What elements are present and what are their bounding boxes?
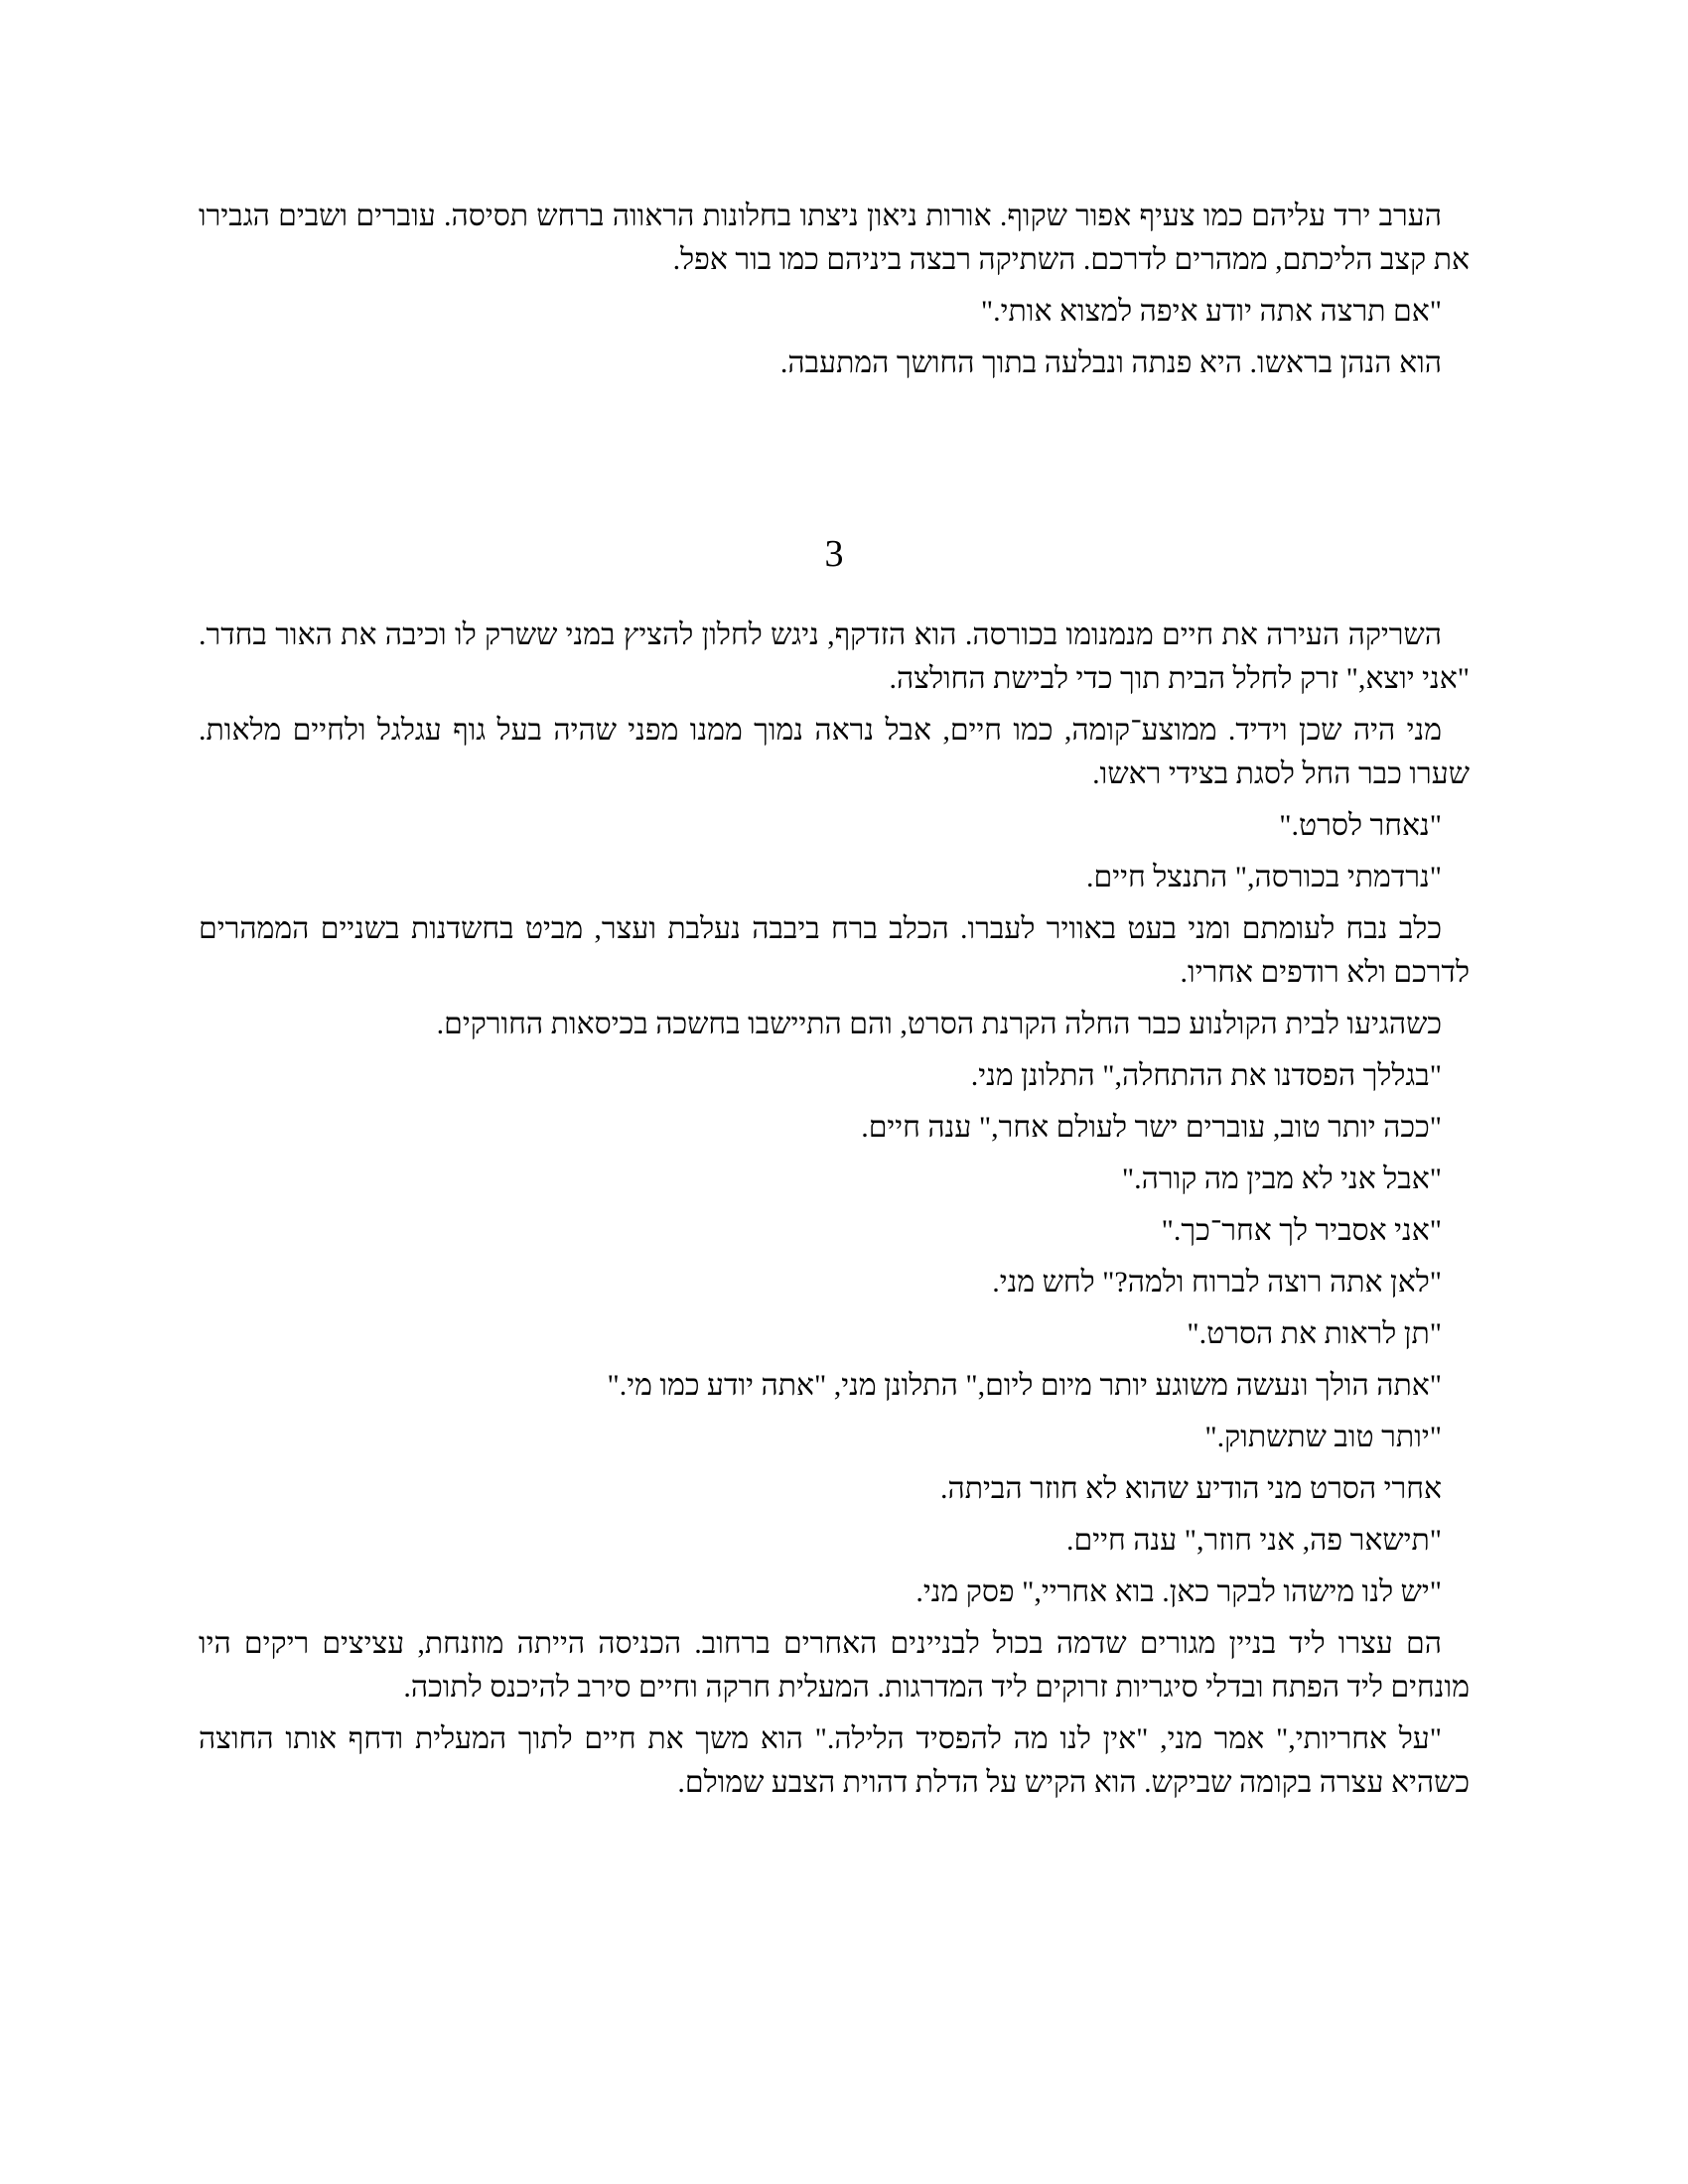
paragraph: "אני אסביר לך אחר־כך." xyxy=(1161,1214,1442,1247)
paragraph: "אם תרצה אתה יודע איפה למצוא אותי." xyxy=(980,295,1442,328)
paragraph: כשהגיעו לבית הקולנוע כבר החלה הקרנת הסרט, והם התיישבו בחשכה בכיסאות החורקים. xyxy=(436,1008,1442,1040)
paragraph: הם עצרו ליד בניין מגורים שדמה בכול לבניינים האחרים ברחוב. הכניסה הייתה מוזנחת, עציצים ריקים היו מונחים ליד הפתח ובדלי סיגריות זרוקים ליד המדרגות. המעלית חרקה וחיים סירב להיכנס לתוכה. xyxy=(199,1627,1470,1704)
paragraph: "אבל אני לא מבין מה קורה." xyxy=(1121,1162,1442,1195)
paragraph: הערב ירד עליהם כמו צעיף אפור שקוף. אורות ניאון ניצתו בחלונות הראווה ברחש תסיסה. עוברים ושבים הגבירו את קצב הליכתם, ממהרים לדרכם. השתיקה רבצה ביניהם כמו בור אפל. xyxy=(199,200,1470,276)
paragraph: "בגללך הפסדנו את ההתחלה," התלונן מני. xyxy=(970,1059,1442,1092)
paragraph: "נאחר לסרט." xyxy=(1279,809,1442,842)
document-page xyxy=(199,195,1470,1813)
chapter-number: 3 xyxy=(824,533,844,575)
paragraph: הוא הנהן בראשו. היא פנתה ונבלעה בתוך החושך המתעבה. xyxy=(779,346,1442,379)
paragraph: "אתה הולך ונעשה משוגע יותר מיום ליום," התלונן מני, "אתה יודע כמו מי." xyxy=(607,1369,1442,1402)
paragraph: "יש לנו מישהו לבקר כאן. בוא אחריי," פסק מני. xyxy=(915,1575,1442,1608)
paragraph: השריקה העירה את חיים מנמנומו בכורסה. הוא הזדקף, ניגש לחלון להציץ במני ששרק לו וכיבה את האור בחדר. "אני יוצא," זרק לחלל הבית תוך כדי לבישת החולצה. xyxy=(199,618,1470,695)
chapter-body xyxy=(199,614,1470,1805)
paragraph: מני היה שכן וידיד. ממוצע־קומה, כמו חיים, אבל נראה נמוך ממנו מפני שהיה בעל גוף עגלגל ולחיים מלאות. שערו כבר החל לסגת בצידי ראשו. xyxy=(199,714,1470,790)
paragraph: אחרי הסרט מני הודיע שהוא לא חוזר הביתה. xyxy=(939,1472,1442,1505)
paragraph: "על אחריותי," אמר מני, "אין לנו מה להפסיד הלילה." הוא משך את חיים לתוך המעלית ודחף אותו החוצה כשהיא עצרה בקומה שביקש. הוא הקיש על הדלת דהוית הצבע שמולם. xyxy=(199,1722,1470,1799)
paragraph: "ככה יותר טוב, עוברים ישר לעולם אחר," ענה חיים. xyxy=(861,1111,1442,1144)
paragraph: "לאן אתה רוצה לברוח ולמה?" לחש מני. xyxy=(992,1266,1442,1298)
section-before xyxy=(199,195,1470,385)
paragraph: "תישאר פה, אני חוזר," ענה חיים. xyxy=(1066,1524,1442,1557)
paragraph: "יותר טוב שתשתוק." xyxy=(1204,1421,1442,1453)
paragraph: "תן לראות את הסרט." xyxy=(1187,1317,1442,1350)
paragraph: כלב נבח לעומתם ומני בעט באוויר לעברו. הכלב ברח ביבבה נעלבת ועצר, מביט בחשדנות בשניים הממהרים לדרכם ולא רודפים אחריו. xyxy=(199,912,1470,989)
paragraph: "נרדמתי בכורסה," התנצל חיים. xyxy=(1086,861,1442,893)
